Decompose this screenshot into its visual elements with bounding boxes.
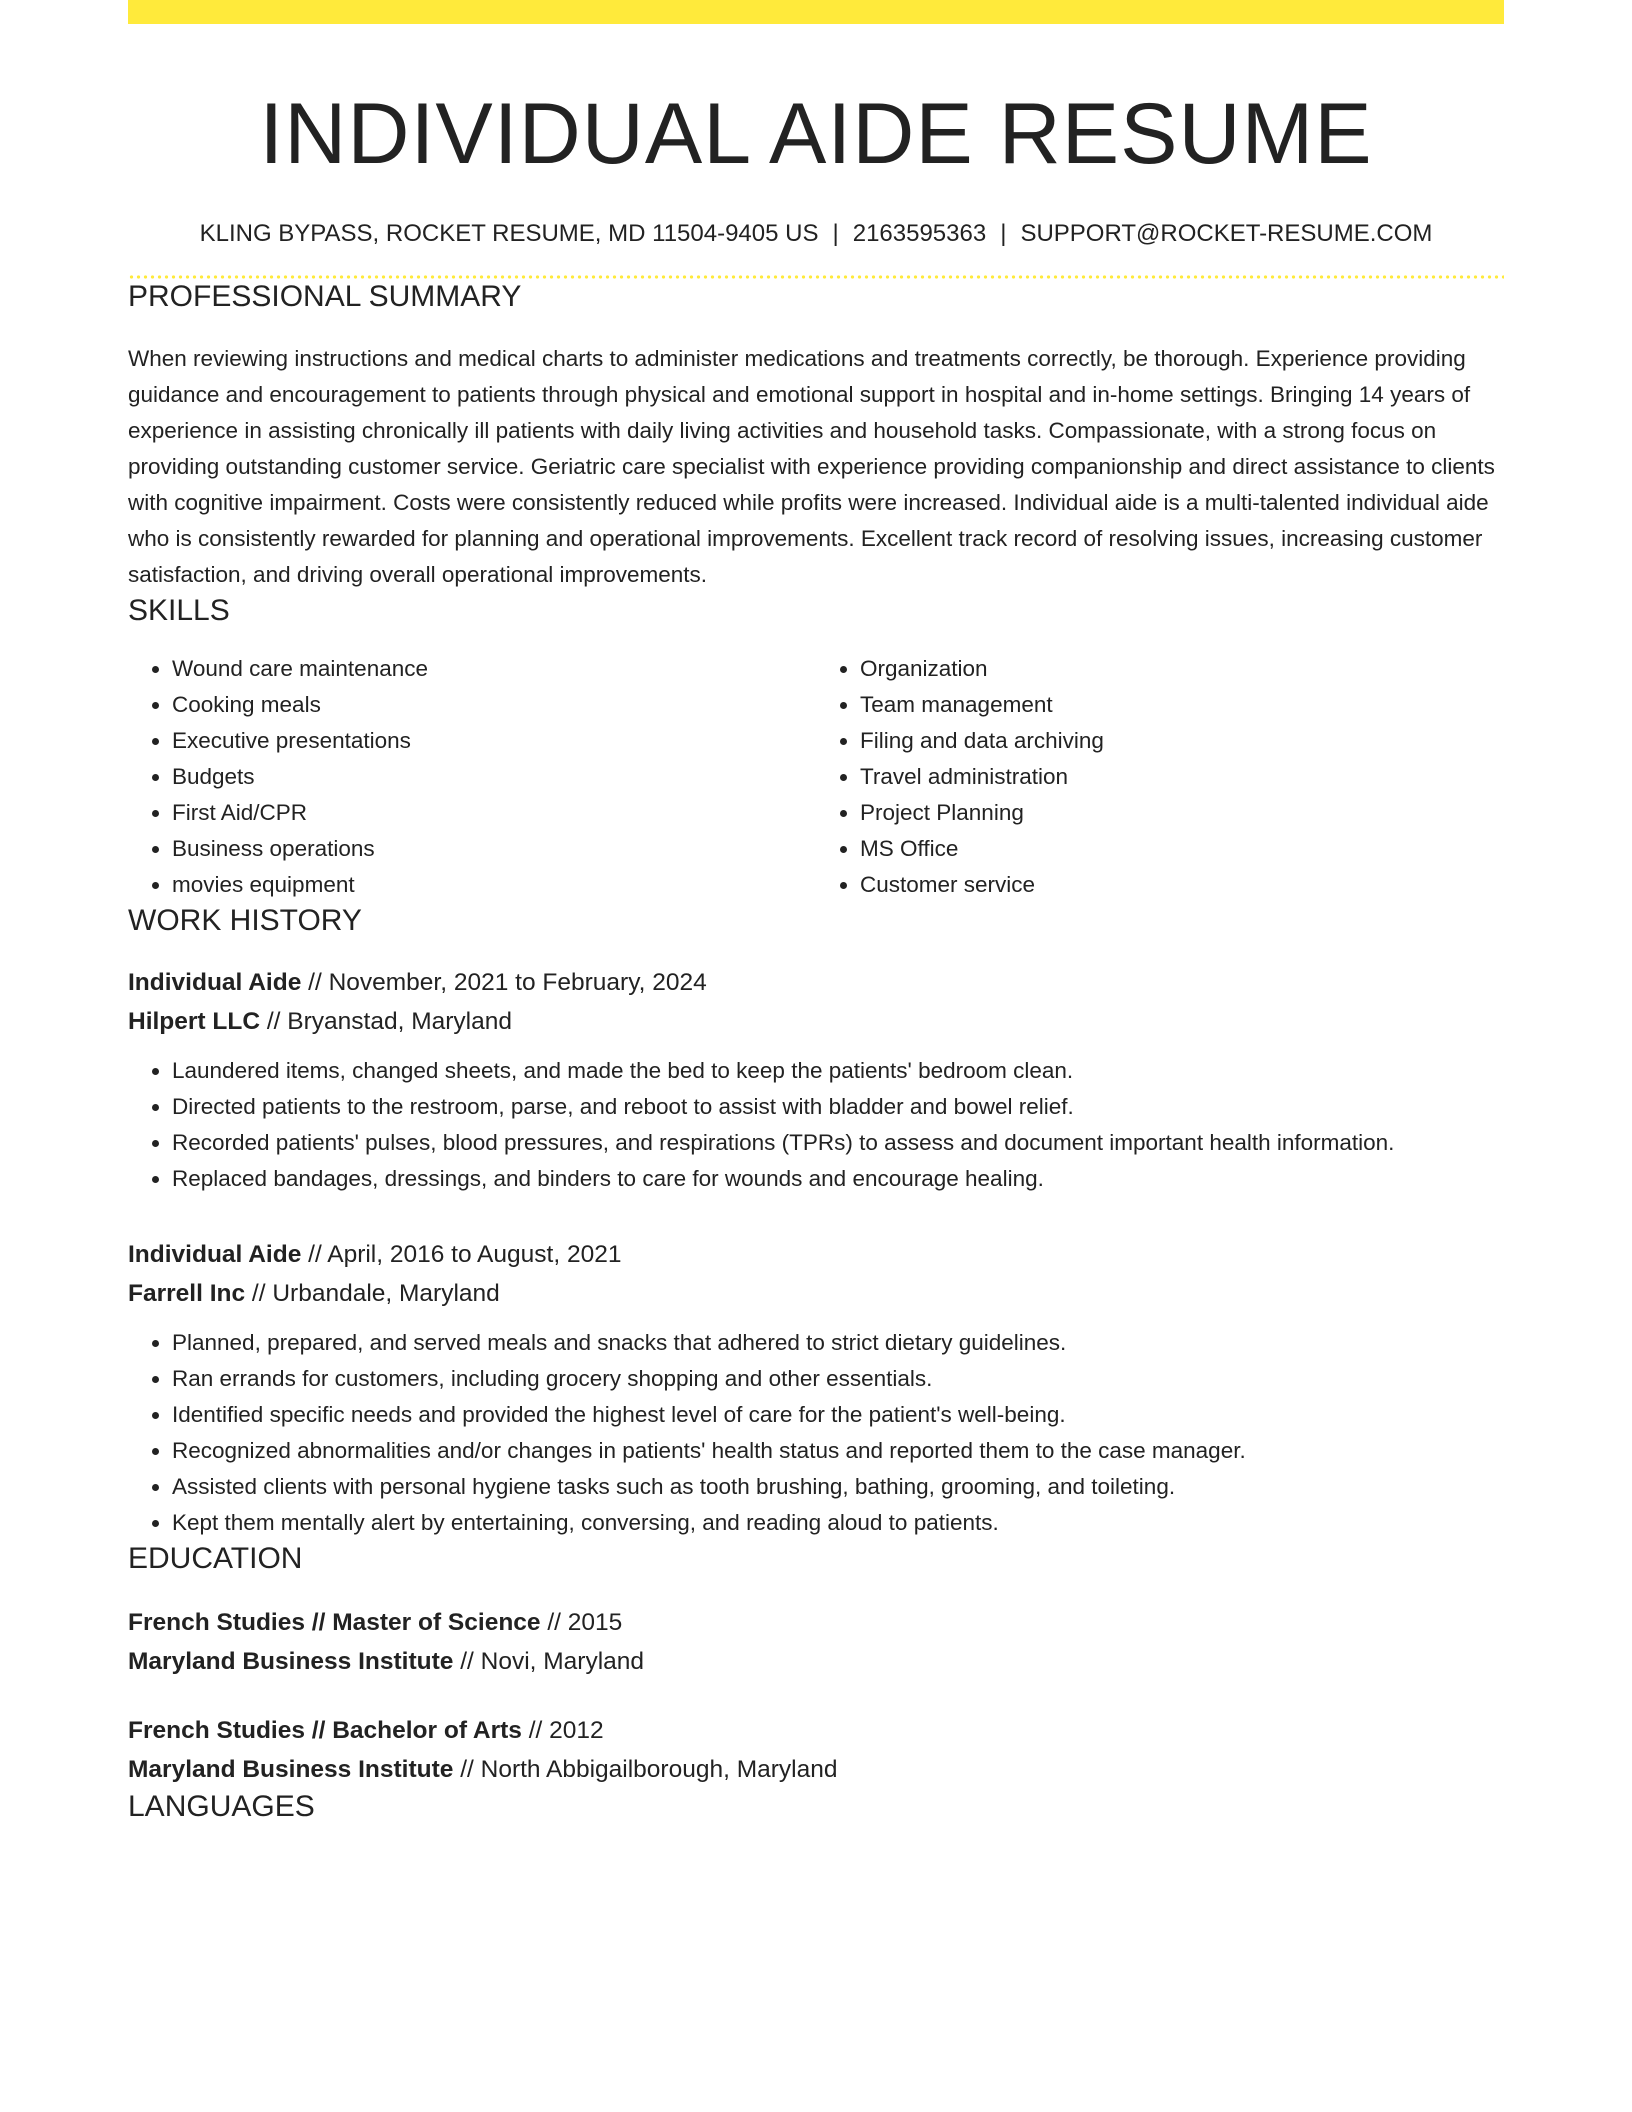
address-text: KLING BYPASS, ROCKET RESUME, MD 11504-9405 US xyxy=(199,220,819,247)
education-heading: EDUCATION xyxy=(128,1542,303,1575)
contact-line xyxy=(128,218,1504,250)
degree: French Studies // Master of Science xyxy=(128,1609,541,1636)
job-company-line xyxy=(128,1274,1504,1313)
job-company-line xyxy=(128,1002,1504,1041)
skill-item: • Budgets xyxy=(172,759,816,795)
skill-item: • movies equipment xyxy=(172,867,816,903)
school: Maryland Business Institute xyxy=(128,1756,454,1783)
education-entry xyxy=(128,1711,1504,1789)
skills-heading: SKILLS xyxy=(128,594,230,627)
contact-separator: | xyxy=(832,220,839,247)
skill-item: • Travel administration xyxy=(860,759,1504,795)
duty-item: • Identified specific needs and provided the highest level of care for the patient's well-being. xyxy=(172,1397,1504,1433)
job-location: // Urbandale, Maryland xyxy=(251,1280,500,1307)
duty-item: • Assisted clients with personal hygiene tasks such as tooth brushing, bathing, grooming, and toileting. xyxy=(172,1469,1504,1505)
languages-heading: LANGUAGES xyxy=(128,1790,315,1823)
degree-year: // 2015 xyxy=(547,1609,623,1636)
skill-item: • Wound care maintenance xyxy=(172,651,816,687)
job-title-line xyxy=(128,963,1504,1002)
skill-item: • First Aid/CPR xyxy=(172,795,816,831)
school-location: // North Abbigailborough, Maryland xyxy=(460,1756,838,1783)
job-dates: // April, 2016 to August, 2021 xyxy=(308,1241,622,1268)
school-line xyxy=(128,1750,1504,1789)
school: Maryland Business Institute xyxy=(128,1648,454,1675)
skills-column-left xyxy=(128,651,816,903)
skill-item: • Executive presentations xyxy=(172,723,816,759)
email-link[interactable]: SUPPORT@ROCKET-RESUME.COM xyxy=(1020,220,1433,247)
skill-item: • Business operations xyxy=(172,831,816,867)
skill-item: • Team management xyxy=(860,687,1504,723)
skill-item: • Cooking meals xyxy=(172,687,816,723)
summary-heading: PROFESSIONAL SUMMARY xyxy=(128,280,522,313)
accent-top-bar xyxy=(128,0,1504,24)
duty-item: • Recognized abnormalities and/or changes in patients' health status and reported them to the case manager. xyxy=(172,1433,1504,1469)
degree-line xyxy=(128,1711,1504,1750)
duty-item: • Replaced bandages, dressings, and binders to care for wounds and encourage healing. xyxy=(172,1161,1504,1197)
school-line xyxy=(128,1642,1504,1681)
job-title-line xyxy=(128,1235,1504,1274)
degree-line xyxy=(128,1603,1504,1642)
job-company: Hilpert LLC xyxy=(128,1008,261,1035)
school-location: // Novi, Maryland xyxy=(460,1648,645,1675)
skill-item: • Customer service xyxy=(860,867,1504,903)
skills-list xyxy=(128,651,1504,903)
job-title: Individual Aide xyxy=(128,969,302,996)
degree-year: // 2012 xyxy=(528,1717,604,1744)
skill-item: • Project Planning xyxy=(860,795,1504,831)
duty-item: • Laundered items, changed sheets, and made the bed to keep the patients' bedroom clean. xyxy=(172,1053,1504,1089)
skill-item: • MS Office xyxy=(860,831,1504,867)
skills-column-right xyxy=(816,651,1504,903)
job-location: // Bryanstad, Maryland xyxy=(266,1008,512,1035)
job-dates: // November, 2021 to February, 2024 xyxy=(308,969,707,996)
skill-item: • Filing and data archiving xyxy=(860,723,1504,759)
resume-title: INDIVIDUAL AIDE RESUME xyxy=(259,86,1373,182)
work-history-heading: WORK HISTORY xyxy=(128,904,362,937)
duty-item: • Recorded patients' pulses, blood pressures, and respirations (TPRs) to assess and document important health information. xyxy=(172,1125,1504,1161)
resume-page xyxy=(128,0,1504,1825)
job-duties xyxy=(128,1053,1504,1197)
degree: French Studies // Bachelor of Arts xyxy=(128,1717,522,1744)
job-duties xyxy=(128,1325,1504,1541)
summary-text: When reviewing instructions and medical charts to administer medications and treatments correctly, be thorough. Experience providing guidance and encouragement to patients through physical and emotional support in hospital and in-home settings. Bringing 14 years of experience in assisting chronically ill patients with daily living activities and household tasks. Compassionate, with a strong focus on providing outstanding customer service. Geriatric care specialist with experience providing companionship and direct assistance to clients with cognitive impairment. Costs were consistently reduced while profits were increased. Individual aide is a multi-talented individual aide who is consistently rewarded for planning and operational improvements. Excellent track record of resolving issues, increasing customer satisfaction, and driving overall operational improvements. xyxy=(128,346,1495,587)
job-entry xyxy=(128,963,1504,1197)
duty-item: • Directed patients to the restroom, parse, and reboot to assist with bladder and bowel relief. xyxy=(172,1089,1504,1125)
job-company: Farrell Inc xyxy=(128,1280,246,1307)
duty-item: • Ran errands for customers, including grocery shopping and other essentials. xyxy=(172,1361,1504,1397)
duty-item: • Kept them mentally alert by entertaining, conversing, and reading aloud to patients. xyxy=(172,1505,1504,1541)
education-entry xyxy=(128,1603,1504,1681)
duty-item: • Planned, prepared, and served meals and snacks that adhered to strict dietary guidelines. xyxy=(172,1325,1504,1361)
phone-text: 2163595363 xyxy=(852,220,987,247)
skill-item: • Organization xyxy=(860,651,1504,687)
job-entry xyxy=(128,1235,1504,1541)
contact-separator: | xyxy=(1000,220,1007,247)
job-title: Individual Aide xyxy=(128,1241,302,1268)
